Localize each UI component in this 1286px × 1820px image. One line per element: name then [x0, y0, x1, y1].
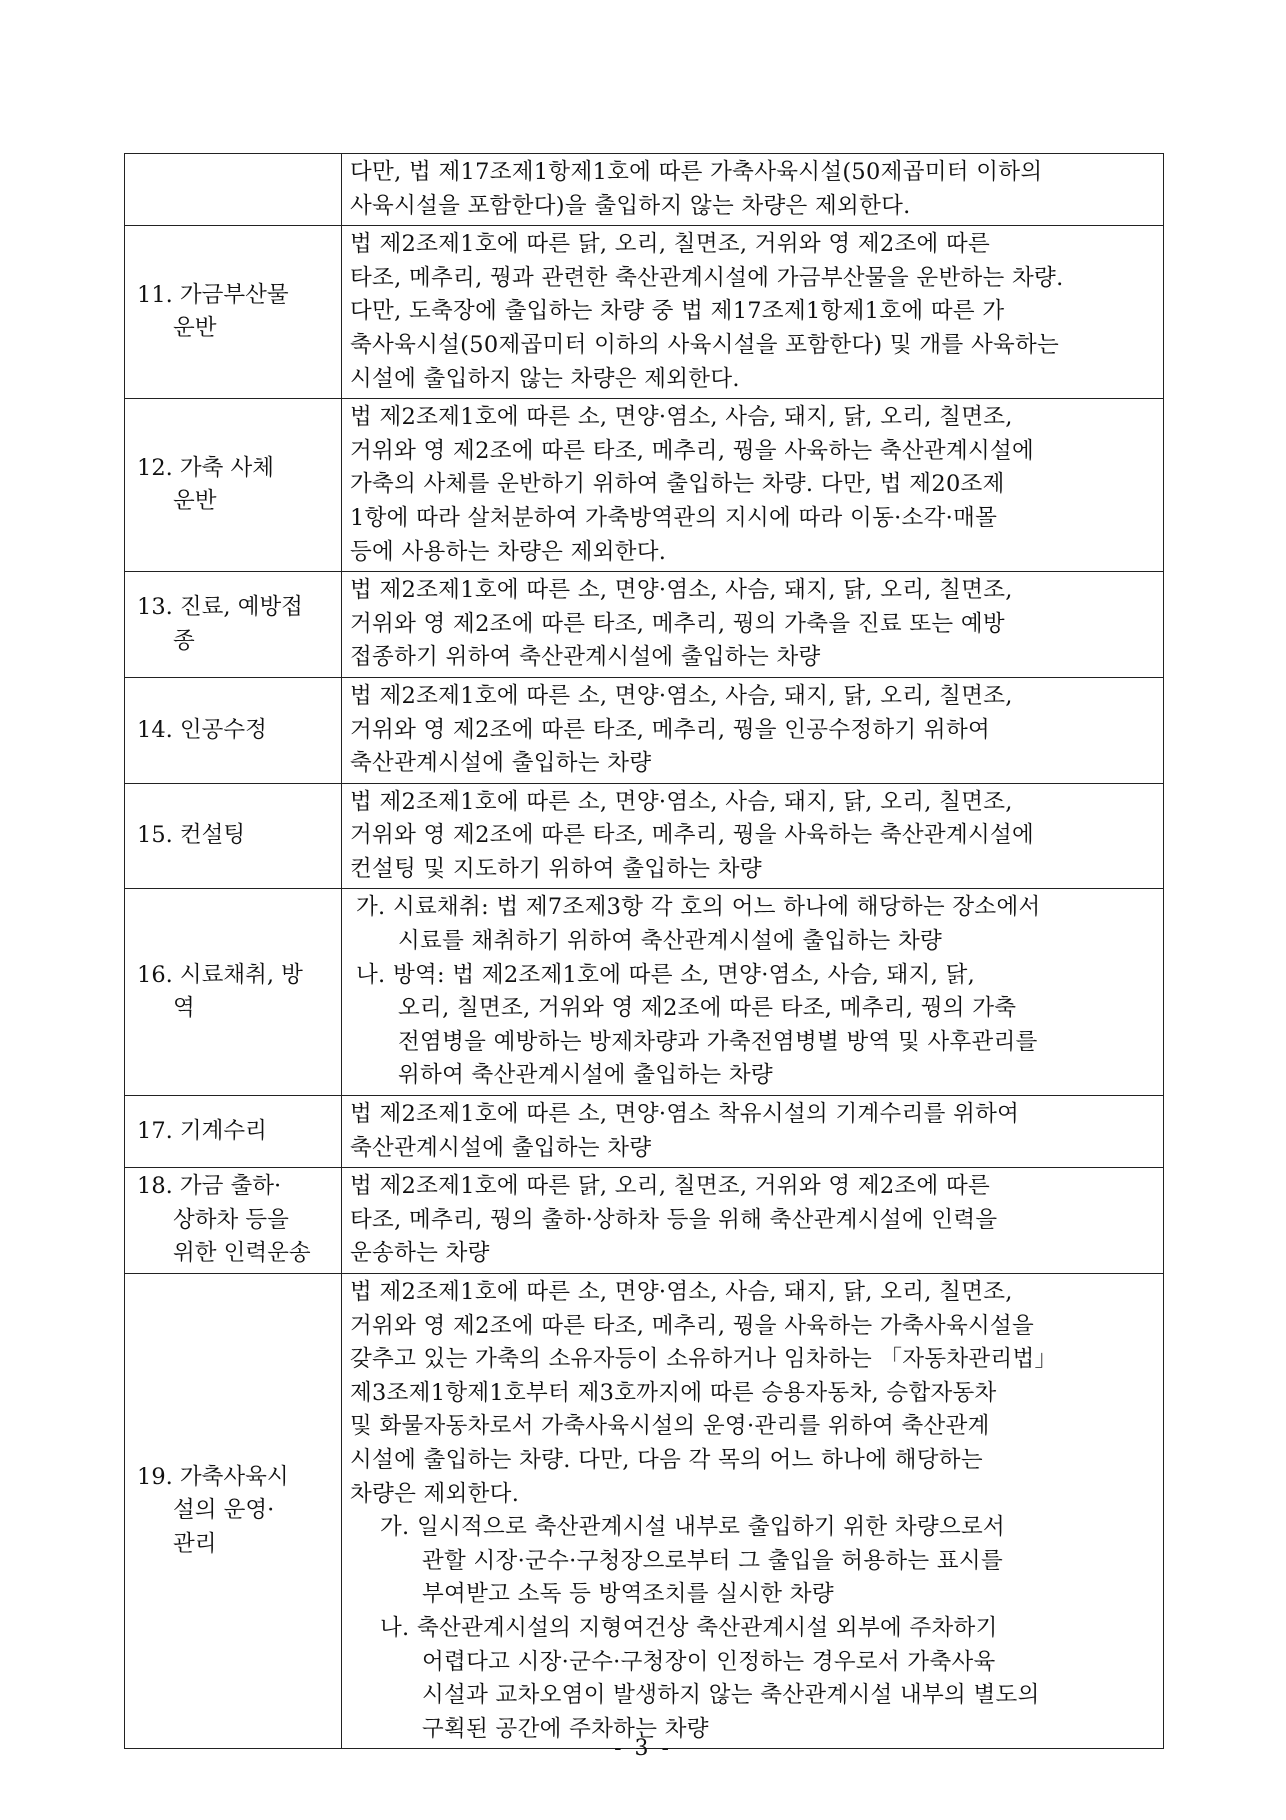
description-line: 오리, 칠면조, 거위와 영 제2조에 따른 타조, 메추리, 꿩의 가축	[398, 995, 1017, 1022]
description-line: 다만, 법 제17조제1항제1호에 따른 가축사육시설(50제곱미터 이하의	[350, 159, 1043, 185]
description-line: 법 제2조제1호에 따른 닭, 오리, 칠면조, 거위와 영 제2조에 따른	[350, 1173, 991, 1200]
category-label: 운반	[173, 315, 217, 342]
description-line: 법 제2조제1호에 따른 소, 면양·염소, 사슴, 돼지, 닭, 오리, 칠면조,	[350, 577, 1013, 604]
category-label: 16. 시료채취, 방	[137, 961, 303, 988]
page-number: - 3 -	[614, 1736, 672, 1761]
description-line: 타조, 메추리, 꿩과 관련한 축산관계시설에 가금부산물을 운반하는 차량.	[350, 264, 1064, 291]
table-row-11	[125, 226, 1164, 399]
category-cell	[125, 399, 342, 572]
category-label: 종	[173, 627, 195, 654]
table-row-14	[125, 677, 1164, 783]
table-row-13	[125, 572, 1164, 678]
description-line: 제3조제1항제1호부터 제3호까지에 따른 승용자동차, 승합자동차	[350, 1379, 997, 1406]
description-cell	[342, 572, 1164, 678]
table-row-16	[125, 889, 1164, 1096]
category-cell	[125, 677, 342, 783]
category-cell	[125, 226, 342, 399]
description-cell	[342, 226, 1164, 399]
category-cell	[125, 1168, 342, 1274]
description-line: 갖추고 있는 가축의 소유자등이 소유하거나 임차하는 「자동차관리법」	[350, 1346, 1058, 1373]
category-label: 상하차 등을	[173, 1206, 289, 1233]
category-label: 12. 가축 사체	[137, 454, 275, 481]
description-line: 법 제2조제1호에 따른 소, 면양·염소, 사슴, 돼지, 닭, 오리, 칠면조,	[350, 404, 1013, 431]
category-cell	[125, 1274, 342, 1749]
description-line: 시설에 출입하지 않는 차량은 제외한다.	[350, 365, 740, 392]
table-row-18	[125, 1168, 1164, 1274]
description-line: 축산관계시설에 출입하는 차량	[350, 1134, 652, 1161]
table-row-continuation	[125, 154, 1164, 226]
description-line: 거위와 영 제2조에 따른 타조, 메추리, 꿩을 사육하는 가축사육시설을	[350, 1312, 1035, 1339]
description-line: 가. 일시적으로 축산관계시설 내부로 출입하기 위한 차량으로서	[380, 1514, 1006, 1541]
description-line: 어렵다고 시장·군수·구청장이 인정하는 경우로서 가축사육	[422, 1648, 996, 1675]
description-line: 1항에 따라 살처분하여 가축방역관의 지시에 따라 이동·소각·매몰	[350, 504, 998, 531]
description-line: 타조, 메추리, 꿩의 출하·상하차 등을 위해 축산관계시설에 인력을	[350, 1206, 998, 1233]
category-label: 역	[173, 995, 195, 1022]
description-line: 나. 방역: 법 제2조제1호에 따른 소, 면양·염소, 사슴, 돼지, 닭,	[356, 961, 976, 988]
description-line: 전염병을 예방하는 방제차량과 가축전염병별 방역 및 사후관리를	[398, 1028, 1038, 1055]
description-line: 차량은 제외한다.	[350, 1480, 520, 1507]
category-label: 설의 운영·	[173, 1497, 275, 1524]
description-line: 법 제2조제1호에 따른 소, 면양·염소, 사슴, 돼지, 닭, 오리, 칠면조,	[350, 788, 1013, 815]
description-line: 부여받고 소독 등 방역조치를 실시한 차량	[422, 1581, 834, 1608]
description-line: 축산관계시설에 출입하는 차량	[350, 750, 652, 777]
description-line: 다만, 도축장에 출입하는 차량 중 법 제17조제1항제1호에 따른 가	[350, 298, 1005, 325]
table-row-15	[125, 783, 1164, 889]
description-line: 거위와 영 제2조에 따른 타조, 메추리, 꿩을 사육하는 축산관계시설에	[350, 822, 1035, 849]
description-line: 접종하기 위하여 축산관계시설에 출입하는 차량	[350, 644, 821, 671]
sub-item-a	[350, 891, 1155, 958]
description-line: 법 제2조제1호에 따른 소, 면양·염소 착유시설의 기계수리를 위하여	[350, 1101, 1020, 1128]
description-line: 사육시설을 포함한다)을 출입하지 않는 차량은 제외한다.	[350, 192, 911, 219]
description-line: 운송하는 차량	[350, 1240, 490, 1267]
description-line: 및 화물자동차로서 가축사육시설의 운영·관리를 위하여 축산관계	[350, 1413, 990, 1440]
table-row-19	[125, 1274, 1164, 1749]
description-line: 나. 축산관계시설의 지형여건상 축산관계시설 외부에 주차하기	[380, 1614, 998, 1641]
description-line: 관할 시장·군수·구청장으로부터 그 출입을 허용하는 표시를	[422, 1547, 1004, 1574]
category-label: 14. 인공수정	[137, 716, 267, 743]
category-cell	[125, 889, 342, 1096]
description-cell	[342, 1168, 1164, 1274]
category-label: 18. 가금 출하·	[137, 1173, 282, 1200]
sub-item-a	[350, 1511, 1155, 1612]
description-line: 거위와 영 제2조에 따른 타조, 메추리, 꿩의 가축을 진료 또는 예방	[350, 610, 1005, 637]
description-line: 가축의 사체를 운반하기 위하여 출입하는 차량. 다만, 법 제20조제	[350, 471, 1005, 498]
description-cell	[342, 889, 1164, 1096]
category-label: 운반	[173, 488, 217, 515]
description-line: 법 제2조제1호에 따른 소, 면양·염소, 사슴, 돼지, 닭, 오리, 칠면조,	[350, 1279, 1013, 1305]
category-label: 13. 진료, 예방접	[137, 593, 303, 620]
category-cell	[125, 154, 342, 226]
description-cell	[342, 677, 1164, 783]
sub-item-b	[350, 959, 1155, 1093]
category-label: 관리	[173, 1530, 217, 1557]
description-cell	[342, 783, 1164, 889]
description-cell	[342, 1096, 1164, 1168]
category-label: 15. 컨설팅	[137, 822, 246, 849]
description-line: 구획된 공간에 주차하는 차량	[422, 1715, 709, 1742]
description-line: 시설과 교차오염이 발생하지 않는 축산관계시설 내부의 별도의	[422, 1682, 1040, 1709]
description-line: 가. 시료채취: 법 제7조제3항 각 호의 어느 하나에 해당하는 장소에서	[356, 894, 1041, 921]
category-cell	[125, 572, 342, 678]
regulation-table	[124, 153, 1164, 1749]
description-line: 컨설팅 및 지도하기 위하여 출입하는 차량	[350, 855, 762, 882]
category-label: 위한 인력운송	[173, 1240, 311, 1267]
description-line: 등에 사용하는 차량은 제외한다.	[350, 538, 667, 565]
category-label: 11. 가금부산물	[137, 281, 289, 308]
description-line: 시료를 채취하기 위하여 축산관계시설에 출입하는 차량	[398, 928, 943, 955]
table-row-12	[125, 399, 1164, 572]
description-line: 위하여 축산관계시설에 출입하는 차량	[398, 1062, 773, 1089]
category-cell	[125, 783, 342, 889]
category-cell	[125, 1096, 342, 1168]
description-line: 법 제2조제1호에 따른 소, 면양·염소, 사슴, 돼지, 닭, 오리, 칠면조,	[350, 682, 1013, 709]
category-label: 19. 가축사육시	[137, 1463, 289, 1490]
description-line: 시설에 출입하는 차량. 다만, 다음 각 목의 어느 하나에 해당하는	[350, 1446, 983, 1473]
description-cell	[342, 399, 1164, 572]
description-line: 거위와 영 제2조에 따른 타조, 메추리, 꿩을 사육하는 축산관계시설에	[350, 437, 1035, 464]
description-line: 거위와 영 제2조에 따른 타조, 메추리, 꿩을 인공수정하기 위하여	[350, 716, 991, 743]
category-label: 17. 기계수리	[137, 1117, 267, 1144]
sub-item-b	[350, 1612, 1155, 1746]
table-row-17	[125, 1096, 1164, 1168]
description-line: 축사육시설(50제곱미터 이하의 사육시설을 포함한다) 및 개를 사육하는	[350, 331, 1060, 358]
description-cell	[342, 154, 1164, 226]
description-cell	[342, 1274, 1164, 1749]
description-line: 법 제2조제1호에 따른 닭, 오리, 칠면조, 거위와 영 제2조에 따른	[350, 231, 991, 258]
